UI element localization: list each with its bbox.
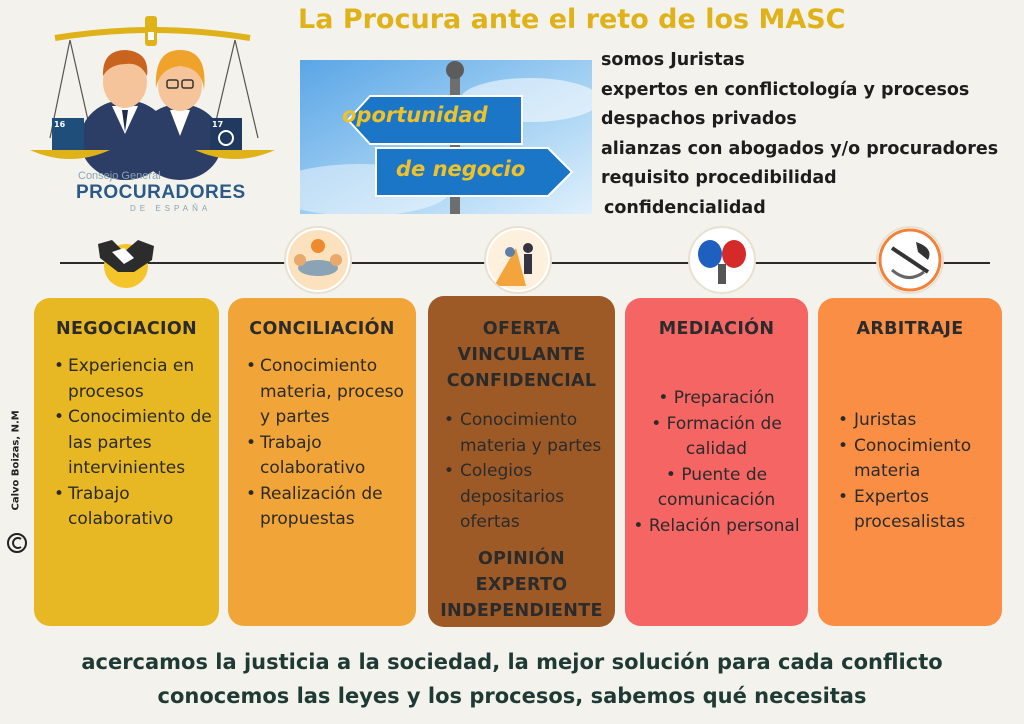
card-title: ARBITRAJE — [856, 319, 964, 339]
card-item: • Colegios depositarios ofertas — [444, 461, 565, 532]
logo-consejo-general: Consejo General — [78, 170, 161, 182]
card-oferta-vinculante — [428, 296, 615, 627]
card-item: • Juristas — [838, 410, 917, 430]
feature-item: despachos privados — [601, 109, 797, 129]
meeting-table-icon — [284, 226, 352, 294]
road-sign-image — [300, 60, 592, 214]
arbitration-handshake-icon — [876, 226, 944, 294]
card-subtitle: OPINIÓN EXPERTO INDEPENDIENTE — [440, 548, 603, 621]
card-item: • Experiencia en procesos — [54, 356, 195, 402]
card-item: • Trabajo colaborativo — [246, 432, 366, 478]
card-item: • Conocimiento materia, proceso y partes — [246, 356, 404, 427]
business-offer-icon — [484, 226, 552, 294]
logo-procuradores: PROCURADORES — [76, 182, 246, 203]
card-conciliacion — [228, 298, 416, 626]
card-item: • Conocimiento materia — [838, 435, 972, 481]
feature-item: requisito procedibilidad — [601, 168, 837, 188]
card-item: • Puente de comunicación — [657, 464, 776, 510]
card-negociacion — [34, 298, 219, 626]
sign-bottom-label: de negocio — [396, 157, 526, 181]
logo-de-espana: DE ESPAÑA — [130, 204, 212, 213]
feature-item: expertos en conflictología y procesos — [601, 79, 970, 100]
card-arbitraje — [818, 298, 1002, 626]
card-title: NEGOCIACION — [56, 319, 197, 339]
features-list — [601, 46, 1011, 223]
card-item: • Formación de calidad — [651, 413, 782, 459]
sdg-16-number: 16 — [54, 120, 66, 129]
card-item: • Conocimiento materia y partes — [444, 410, 602, 456]
card-title: OFERTA VINCULANTE CONFIDENCIAL — [446, 319, 597, 391]
copyright-author: Calvo Boizas, N.M — [10, 410, 22, 511]
page-title: La Procura ante el reto de los MASC — [298, 4, 846, 35]
feature-item: alianzas con abogados y/o procuradores — [601, 138, 999, 159]
card-title: CONCILIACIÓN — [249, 319, 395, 339]
sdg-17-number: 17 — [212, 120, 224, 129]
card-title: MEDIACIÓN — [658, 319, 775, 339]
card-mediacion — [625, 298, 808, 626]
sign-top-label: oportunidad — [342, 103, 488, 127]
card-item: • Preparación — [658, 388, 775, 408]
card-item: • Relación personal — [633, 515, 800, 536]
feature-item: confidencialidad — [604, 197, 766, 218]
mediation-figures-icon — [688, 226, 756, 294]
footer-line-2: conocemos las leyes y los procesos, sabemos qué necesitas — [157, 684, 867, 708]
card-item: • Realización de propuestas — [246, 483, 383, 529]
copyright-icon — [8, 534, 26, 552]
handshake-icon — [94, 226, 158, 290]
card-item: • Trabajo colaborativo — [54, 483, 174, 529]
feature-item: somos Juristas — [601, 50, 745, 70]
footer-line-1: acercamos la justicia a la sociedad, la mejor solución para cada conflicto — [81, 650, 943, 674]
card-item: • Conocimiento de las partes intervinientes — [54, 407, 212, 478]
card-item: • Expertos procesalistas — [838, 486, 966, 532]
